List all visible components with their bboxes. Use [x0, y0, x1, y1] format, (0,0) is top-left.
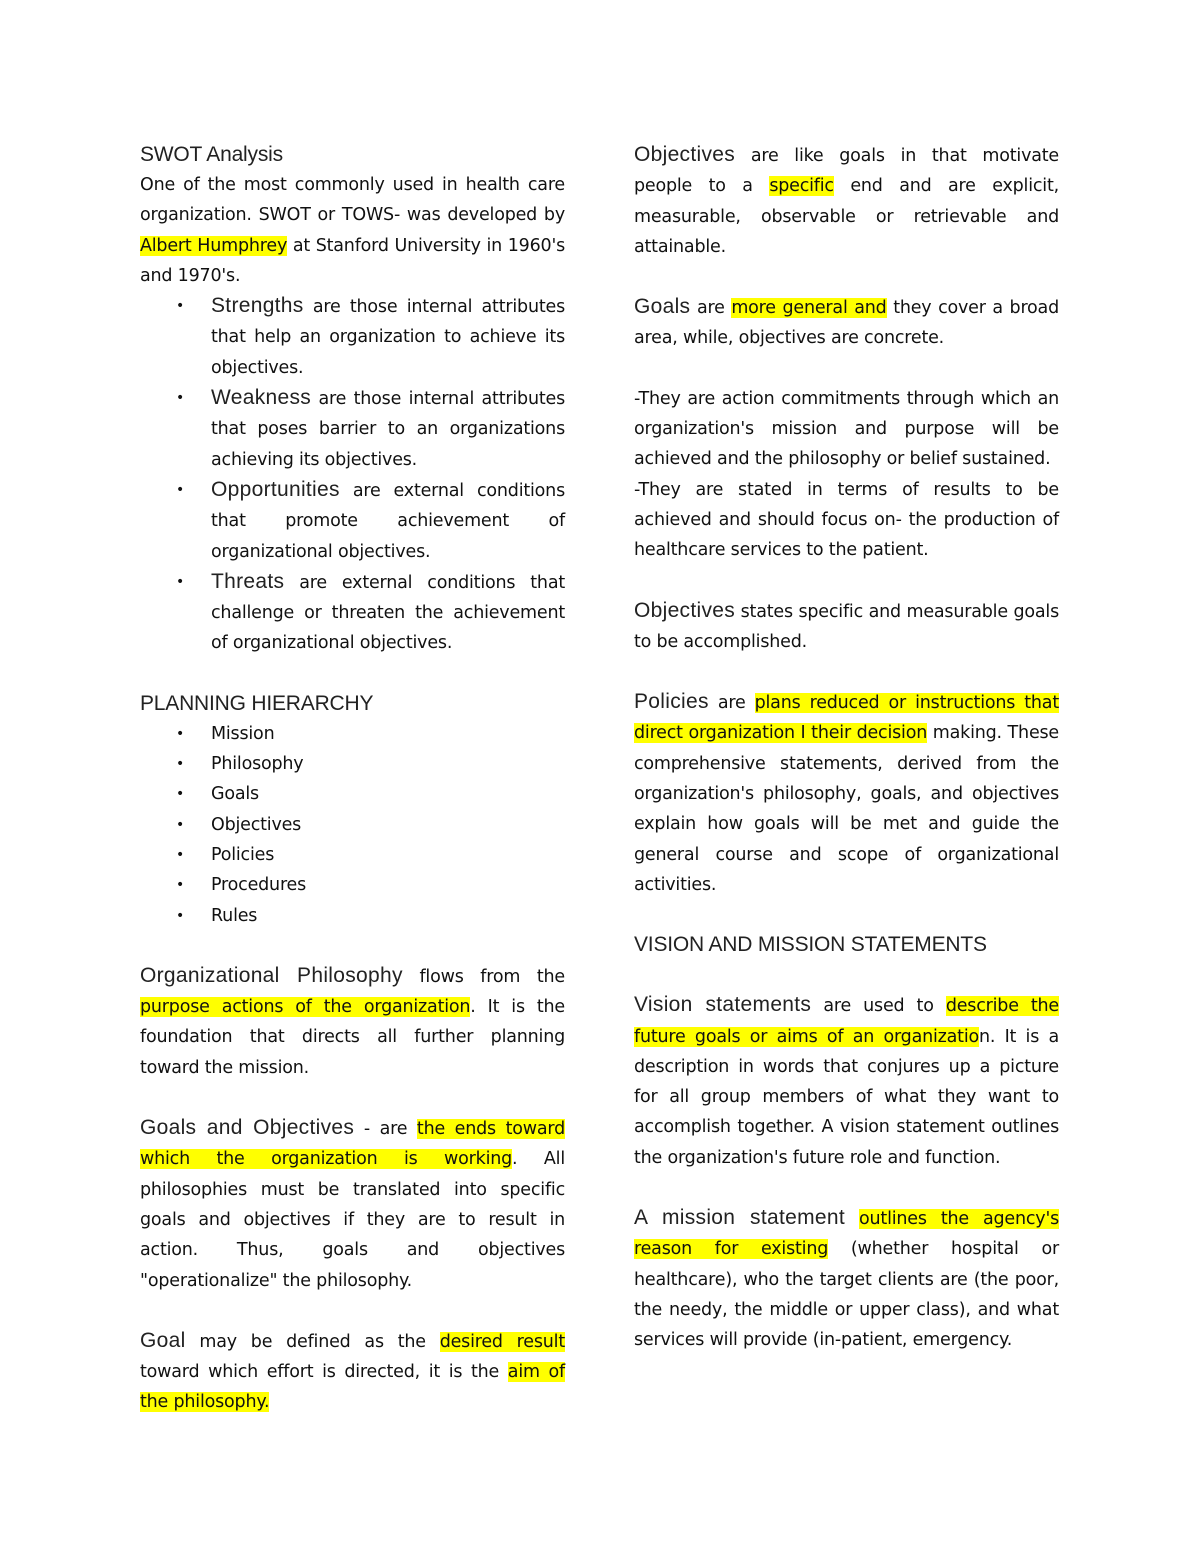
hierarchy-item-label: Procedures: [211, 875, 307, 896]
hierarchy-item: [140, 779, 565, 809]
hierarchy-item: [140, 810, 565, 840]
spacer: [140, 1296, 565, 1326]
hierarchy-item: [140, 901, 565, 931]
highlight: aim of the philosophy.: [140, 1362, 565, 1413]
paragraph-text: flows from the: [402, 966, 566, 987]
hierarchy-item: [140, 840, 565, 870]
swot-text: are external conditions that challenge or threaten the achievement of organizational objectives.: [211, 572, 565, 654]
swot-item-strengths: [140, 291, 565, 383]
paragraph-text: . All philosophies must be translated into specific goals and objectives if they are to result in action. Thus, goals and objectives "operationalize" the philosophy.: [140, 1149, 565, 1291]
spacer: [140, 659, 565, 689]
swot-item-weakness: [140, 383, 565, 475]
paragraph-text: [845, 1209, 859, 1229]
swot-text: are external conditions that promote achievement of organizational objectives.: [211, 480, 565, 562]
spacer: [634, 960, 1059, 990]
goals-general-paragraph: [634, 292, 1059, 354]
hierarchy-item-label: Objectives: [211, 814, 302, 835]
bullet-icon: •: [176, 573, 185, 590]
swot-intro: [140, 170, 565, 291]
swot-lead: Threats: [211, 569, 285, 593]
spacer: [634, 262, 1059, 292]
organizational-philosophy-paragraph: [140, 961, 565, 1083]
hierarchy-item-label: Mission: [211, 723, 275, 744]
highlight: the ends toward which the organization is working: [140, 1119, 566, 1170]
hierarchy-item: [140, 870, 565, 900]
swot-item-opportunities: [140, 475, 565, 567]
planning-hierarchy-heading: PLANNING HIERARCHY: [140, 691, 374, 715]
hierarchy-item-label: Rules: [211, 905, 258, 926]
swot-text: are those internal attributes that poses barrier to an organizations achieving its objectives.: [211, 389, 565, 470]
bullet-icon: •: [176, 725, 185, 742]
paragraph-lead: Policies: [634, 690, 709, 714]
spacer: [634, 900, 1059, 930]
bullet-icon: •: [176, 390, 185, 407]
paragraph-text: (whether hospital or healthcare), who the target clients are (the poor, the needy, the middle or upper class), and what services will provide (in-patient, emergency.: [634, 1239, 1059, 1351]
paragraph-text: n. It is a description in words that conjures up a picture for all group members of what they want to accomplish together. A vision statement outlines the organization's future role and function.: [634, 1026, 1059, 1168]
swot-heading: SWOT Analysis: [140, 143, 283, 166]
bullet-icon: •: [176, 907, 185, 924]
paragraph-lead: Goals: [634, 295, 691, 319]
paragraph-lead: Goals and Objectives: [140, 1116, 355, 1140]
swot-lead: Weakness: [211, 386, 312, 410]
spacer: [634, 354, 1059, 384]
vision-mission-heading: VISION AND MISSION STATEMENTS: [634, 933, 987, 957]
spacer: [634, 566, 1059, 596]
spacer: [634, 1173, 1059, 1203]
paragraph-text: toward which effort is directed, it is the: [140, 1362, 508, 1383]
paragraph-text: are: [708, 693, 755, 714]
left-column: [140, 140, 565, 1418]
bullet-icon: •: [176, 816, 185, 833]
spacer: [140, 931, 565, 961]
highlight: more general and: [731, 298, 887, 319]
paragraph-text: they cover a broad area, while, objectives are concrete.: [634, 298, 1059, 349]
highlight-albert-humphrey: Albert Humphrey: [140, 235, 288, 256]
bullet-icon: •: [176, 786, 185, 803]
highlight: desired result: [439, 1331, 565, 1352]
paragraph-text: are like goals in that motivate people to a: [634, 146, 1059, 197]
swot-lead: Opportunities: [211, 477, 340, 501]
highlight: purpose actions of the organization: [140, 997, 471, 1018]
hierarchy-item: [140, 719, 565, 749]
results-paragraph: -They are stated in terms of results to be achieved and should focus on- the production of healthcare services to the patient.: [634, 479, 1059, 561]
highlight: specific: [769, 176, 834, 197]
paragraph-text: end and are explicit, measurable, observable or retrievable and attainable.: [634, 176, 1059, 257]
paragraph-text: making. These comprehensive statements, derived from the organization's philosophy, goals, and objectives explain how goals will be met and guide the general course and scope of organizational activities.: [634, 723, 1059, 895]
highlight: describe the future goals or aims of an organizatio: [634, 996, 1059, 1047]
paragraph-lead: Objectives: [634, 598, 736, 622]
bullet-icon: •: [176, 298, 185, 315]
paragraph-text: may be defined as the: [185, 1331, 440, 1352]
goals-objectives-paragraph: [140, 1113, 565, 1296]
paragraph-text: - are: [354, 1119, 417, 1140]
highlight: outlines the agency's reason for existing: [634, 1209, 1059, 1260]
paragraph-lead: Organizational Philosophy: [140, 963, 403, 987]
swot-intro-text-end: at Stanford University in 1960's and 1970's.: [140, 235, 565, 286]
paragraph-lead: A mission statement: [634, 1206, 845, 1230]
bullet-icon: •: [176, 877, 185, 894]
bullet-icon: •: [176, 846, 185, 863]
bullet-icon: •: [176, 481, 185, 498]
goal-paragraph: [140, 1326, 565, 1418]
swot-list: [140, 291, 565, 659]
right-column: [634, 140, 1059, 1356]
spacer: [140, 1083, 565, 1113]
hierarchy-item-label: Philosophy: [211, 754, 304, 775]
paragraph-lead: Vision statements: [634, 993, 812, 1017]
hierarchy-item-label: Policies: [211, 844, 275, 865]
paragraph-text: states specific and measurable goals to be accomplished.: [634, 601, 1059, 652]
objectives-paragraph: [634, 140, 1059, 262]
mission-paragraph: [634, 1203, 1059, 1355]
hierarchy-item: [140, 749, 565, 779]
vision-paragraph: [634, 990, 1059, 1173]
highlight: plans reduced or instructions that direct organization I their decision: [634, 693, 1059, 744]
swot-text: are those internal attributes that help an organization to achieve its objectives.: [211, 297, 565, 378]
paragraph-text: are used to: [811, 996, 946, 1017]
swot-item-threats: [140, 567, 565, 659]
paragraph-lead: Goal: [140, 1328, 186, 1352]
policies-paragraph: [634, 687, 1059, 900]
paragraph-text: are: [690, 298, 732, 319]
spacer: [634, 657, 1059, 687]
swot-lead: Strengths: [211, 294, 304, 318]
action-commitments-paragraph: -They are action commitments through which an organization's mission and purpose will be achieved and the philosophy or belief sustained.: [634, 388, 1059, 470]
objectives-states-paragraph: [634, 596, 1059, 658]
bullet-icon: •: [176, 756, 185, 773]
hierarchy-item-label: Goals: [211, 784, 259, 805]
planning-hierarchy-list: [140, 719, 565, 931]
paragraph-text: . It is the foundation that directs all further planning toward the mission.: [140, 997, 565, 1078]
swot-intro-text: One of the most commonly used in health care organization. SWOT or TOWS- was developed by: [140, 175, 565, 226]
paragraph-lead: Objectives: [634, 143, 736, 166]
